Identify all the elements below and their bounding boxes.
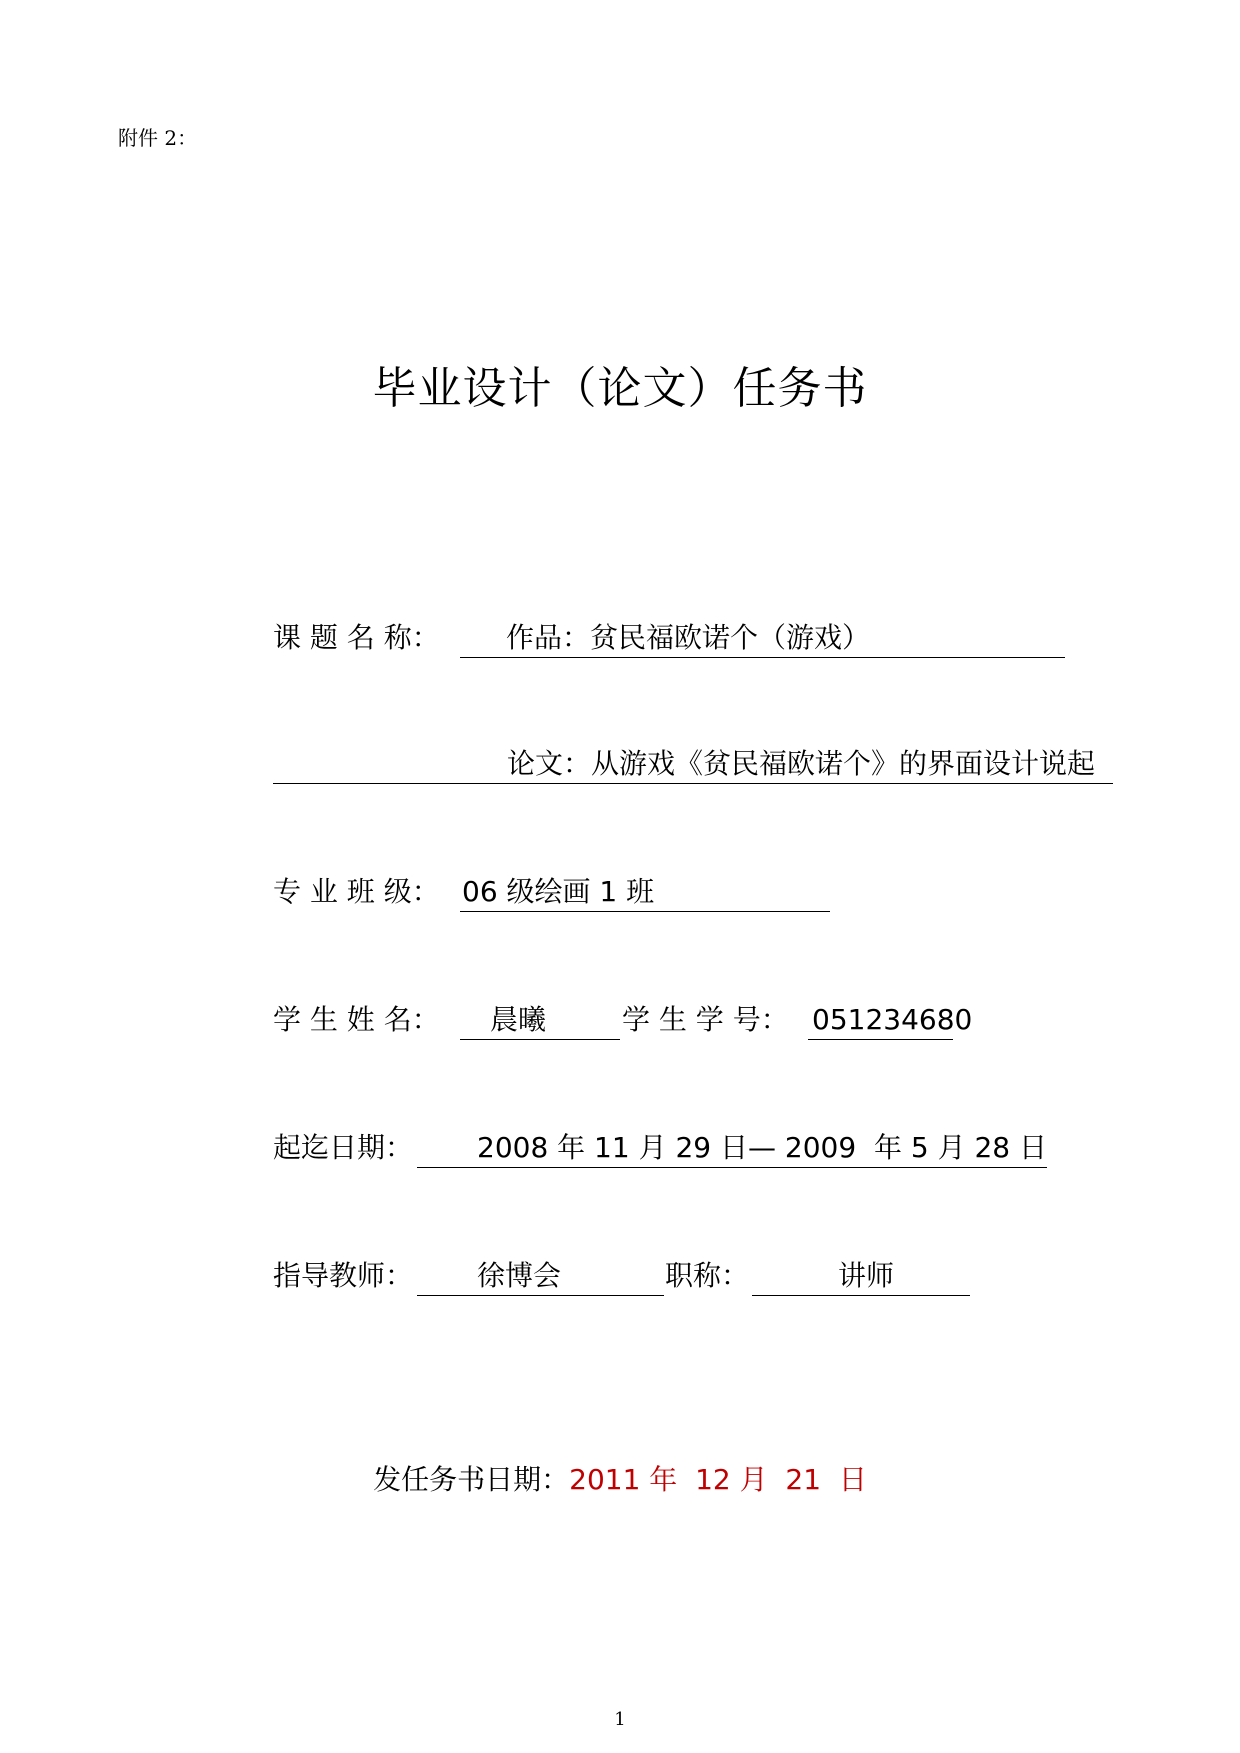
student-name-field — [460, 1000, 620, 1040]
issue-date-value: 2011 年 12 月 21 日 — [569, 1463, 867, 1496]
issue-date-line — [0, 1458, 1240, 1498]
topic-thesis-field — [273, 744, 1113, 784]
major-field — [460, 872, 830, 912]
advisor-field — [417, 1256, 664, 1296]
major-row — [0, 872, 1240, 912]
advisor-row — [0, 1256, 1240, 1296]
student-name-value: 晨曦 — [490, 1003, 547, 1036]
topic-row — [0, 618, 1240, 658]
issue-date-label: 发任务书日期： — [373, 1463, 570, 1496]
date-value: 2008 年 11 月 29 日— 2009 年 5 月 28 日 — [477, 1131, 1048, 1164]
student-row — [0, 1000, 1240, 1040]
topic-work-field — [460, 618, 1065, 658]
date-field — [417, 1128, 1047, 1168]
date-row — [0, 1128, 1240, 1168]
rank-field — [752, 1256, 970, 1296]
topic-label: 课 题 名 称： — [273, 621, 440, 654]
topic-work-value: 作品：贫民福欧诺个（游戏） — [506, 621, 871, 654]
advisor-value: 徐博会 — [477, 1259, 562, 1292]
page-number: 1 — [614, 1709, 626, 1730]
student-id-value: 051234680 — [812, 1003, 973, 1036]
student-id-field — [808, 1000, 973, 1040]
student-id-label: 学 生 学 号： — [622, 1003, 789, 1036]
page-title: 毕业设计（论文）任务书 — [372, 363, 868, 414]
topic-thesis-value: 论文：从游戏《贫民福欧诺个》的界面设计说起 — [507, 747, 1096, 780]
date-label: 起迄日期： — [273, 1131, 414, 1164]
advisor-label: 指导教师： — [273, 1259, 414, 1292]
rank-value: 讲师 — [838, 1259, 895, 1292]
student-name-label: 学 生 姓 名： — [273, 1003, 440, 1036]
major-value: 06 级绘画 1 班 — [462, 875, 655, 908]
major-label: 专 业 班 级： — [273, 875, 440, 908]
rank-label: 职称： — [665, 1259, 750, 1292]
topic-thesis-row — [0, 744, 1240, 784]
attachment-label: 附件 2： — [118, 126, 198, 150]
